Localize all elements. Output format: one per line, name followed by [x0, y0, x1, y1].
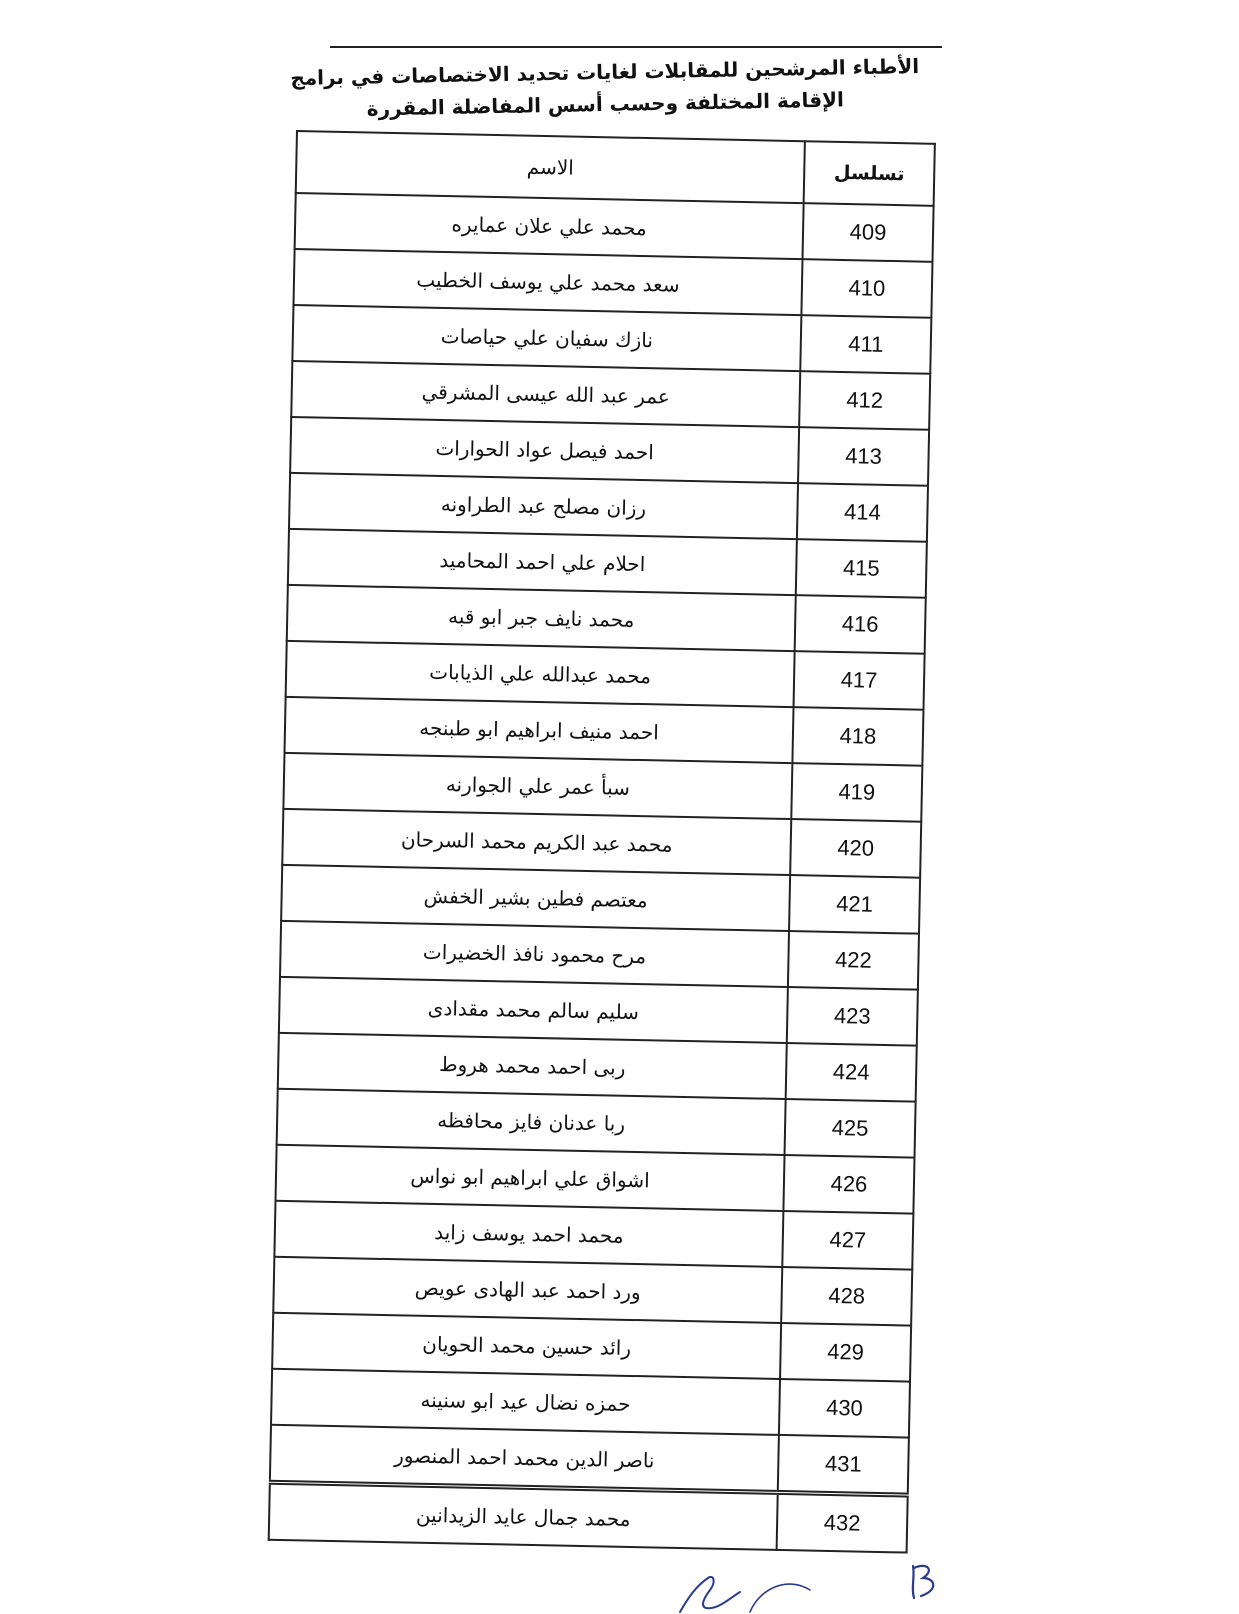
- header-name: الاسم: [296, 131, 805, 203]
- row-name: مرح محمود نافذ الخضيرات: [280, 921, 789, 987]
- row-serial: 424: [786, 1043, 917, 1102]
- row-name: ربا عدنان فايز محافظه: [277, 1089, 786, 1155]
- row-name: محمد عبدالله علي الذيابات: [286, 641, 795, 707]
- row-name: محمد احمد يوسف زايد: [274, 1201, 783, 1267]
- row-serial: 421: [789, 875, 920, 934]
- row-serial: 428: [781, 1267, 912, 1326]
- row-name: احلام علي احمد المحاميد: [288, 529, 797, 595]
- row-name: معتصم فطين بشير الخفش: [281, 865, 790, 931]
- row-name: محمد عبد الكريم محمد السرحان: [282, 809, 791, 875]
- row-serial: 431: [778, 1435, 909, 1495]
- row-serial: 422: [788, 931, 919, 990]
- header-serial: تسلسل: [804, 141, 935, 206]
- row-name: نازك سفيان علي حياصات: [292, 305, 801, 371]
- signature-icon: [670, 1568, 820, 1614]
- row-name: ناصر الدين محمد احمد المنصور: [270, 1425, 779, 1493]
- handwritten-initial-icon: [905, 1560, 945, 1604]
- row-name: حمزه نضال عيد ابو سنينه: [271, 1369, 780, 1435]
- row-serial: 427: [782, 1211, 913, 1270]
- row-name: ورد احمد عبد الهادى عويص: [273, 1257, 782, 1323]
- row-name: سليم سالم محمد مقدادى: [279, 977, 788, 1043]
- roster-table: [268, 130, 936, 1554]
- row-serial: 418: [792, 707, 923, 766]
- row-serial: 416: [795, 595, 926, 654]
- row-name: احمد منيف ابراهيم ابو طبنجه: [284, 697, 793, 763]
- row-serial: 413: [798, 427, 929, 486]
- row-serial: 430: [779, 1379, 910, 1438]
- row-name: ربى احمد محمد هروط: [278, 1033, 787, 1099]
- row-serial: 409: [803, 203, 934, 262]
- row-name: محمد علي علان عمايره: [295, 193, 804, 259]
- roster-table-wrapper: [268, 130, 936, 1554]
- row-serial: 412: [799, 371, 930, 430]
- row-serial: 426: [783, 1155, 914, 1214]
- row-serial: 415: [796, 539, 927, 598]
- row-name: اشواق علي ابراهيم ابو نواس: [276, 1145, 785, 1211]
- row-serial: 417: [794, 651, 925, 710]
- row-name: سبأ عمر علي الجوارنه: [283, 753, 792, 819]
- row-serial: 423: [787, 987, 918, 1046]
- row-name: سعد محمد علي يوسف الخطيب: [293, 249, 802, 315]
- title-line-2: الإقامة المختلفة وحسب أسس المفاضلة المقررة: [366, 87, 845, 121]
- row-name: محمد جمال عايد الزيدانين: [269, 1482, 778, 1550]
- row-serial: 410: [801, 259, 932, 318]
- row-name: رزان مصلح عبد الطراونه: [289, 473, 798, 539]
- row-serial: 420: [790, 819, 921, 878]
- top-rule: [330, 46, 942, 48]
- title-line-1: الأطباء المرشحين للمقابلات لغايات تحديد الاختصاصات في برامج: [290, 53, 920, 91]
- document-title: [289, 50, 920, 126]
- table-row: [269, 1482, 908, 1552]
- row-serial: 432: [777, 1492, 908, 1552]
- row-serial: 419: [791, 763, 922, 822]
- row-name: محمد نايف جبر ابو قبه: [287, 585, 796, 651]
- row-serial: 411: [800, 315, 931, 374]
- row-serial: 414: [797, 483, 928, 542]
- row-name: احمد فيصل عواد الحوارات: [290, 417, 799, 483]
- row-serial: 425: [785, 1099, 916, 1158]
- row-name: عمر عبد الله عيسى المشرقي: [291, 361, 800, 427]
- row-serial: 429: [780, 1323, 911, 1382]
- row-name: رائد حسين محمد الحويان: [272, 1313, 781, 1379]
